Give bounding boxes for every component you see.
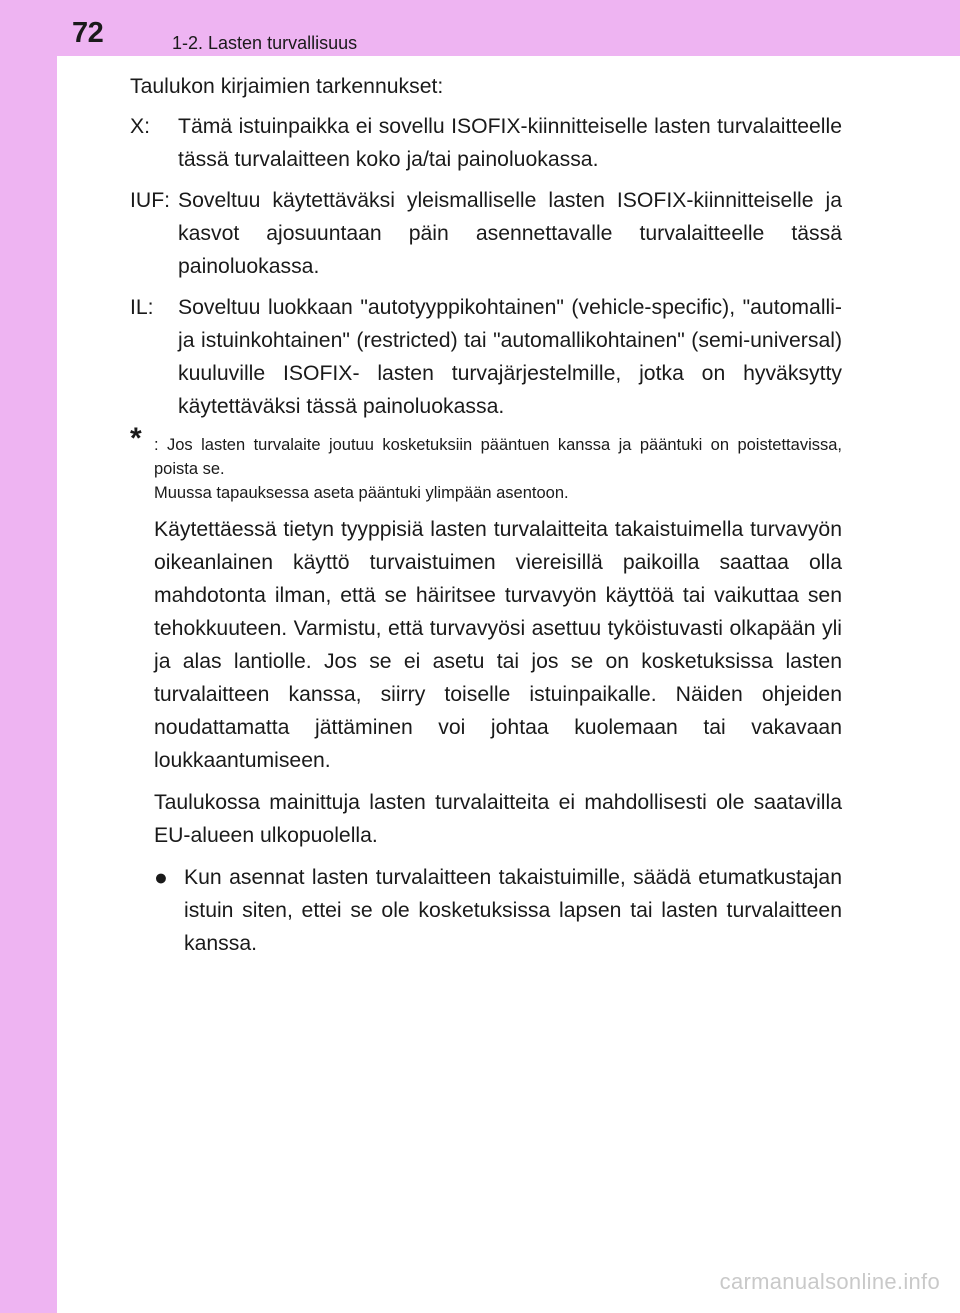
section-title: 1-2. Lasten turvallisuus <box>172 33 358 53</box>
definition-x <box>130 110 842 176</box>
footnote-line: : Jos lasten turvalaite joutuu kosketuksiin pääntuen kanssa ja pääntuki on poistettavissa, poista se. <box>154 436 842 478</box>
definition-il <box>130 291 842 423</box>
definition-term: IL: <box>130 296 154 319</box>
note-paragraph: Käytettäessä tietyn tyyppisiä lasten turvalaitteita takaistuimella turvavyön oikeanlainen käyttö turvaistuimen viereisillä paikoilla saattaa olla mahdotonta ilman, että se häiritsee turvavyön käyttöä tai vaikuttaa sen tehokkuuteen. Varmistu, että turvavyösi asettuu tyköistuvasti olkapään yli ja alas lantiolle. Jos se ei asetu tai jos se on kosketuksissa lasten turvalaitteen kanssa, siirry toiselle istuinpaikalle. Näiden ohjeiden noudattamatta jättäminen voi johtaa kuolemaan tai vakavaan loukkaantumiseen. <box>154 518 842 772</box>
bullet-text: Kun asennat lasten turvalaitteen takaistuimille, säädä etumatkustajan istuin siten, ettei se ole kosketuksissa lapsen tai lasten turvalaitteen kanssa. <box>184 866 842 955</box>
header-band <box>0 0 960 56</box>
bullet-item <box>154 861 842 960</box>
note-paragraph: Taulukossa mainittuja lasten turvalaitteita ei mahdollisesti ole saatavilla EU-alueen ulkopuolella. <box>154 791 842 847</box>
definition-text: Tämä istuinpaikka ei sovellu ISOFIX-kiinnitteiselle lasten turvalaitteelle tässä turvalaitteen koko ja/tai painoluokassa. <box>178 115 842 171</box>
bullet-dot-icon: ● <box>154 864 168 890</box>
page-content <box>130 70 842 960</box>
definition-term: X: <box>130 115 151 138</box>
side-color-band <box>0 0 57 1313</box>
footnote-asterisk: * <box>130 422 142 455</box>
intro-text: Taulukon kirjaimien tarkennukset: <box>130 75 444 98</box>
watermark: carmanualsonline.info <box>719 1269 940 1294</box>
page-number: 72 <box>72 17 104 49</box>
footnote-line: Muussa tapauksessa aseta pääntuki ylimpään asentoon. <box>154 484 569 502</box>
footnote <box>130 422 842 505</box>
definition-text: Soveltuu käytettäväksi yleismalliselle lasten ISOFIX-kiinnitteiselle ja kasvot ajosuuntaan päin asennettavalle turvalaitteelle tässä painoluokassa. <box>178 189 842 278</box>
definition-term: IUF: <box>130 189 171 212</box>
definition-text: Soveltuu luokkaan "autotyyppikohtainen" (vehicle-specific), "automalli- ja istuinkohtainen" (restricted) tai "automallikohtainen" (semi-universal) kuuluville ISOFIX- lasten turvajärjestelmille, jotka on hyväksytty käytettäväksi tässä painoluokassa. <box>178 296 842 418</box>
definition-iuf <box>130 184 842 283</box>
